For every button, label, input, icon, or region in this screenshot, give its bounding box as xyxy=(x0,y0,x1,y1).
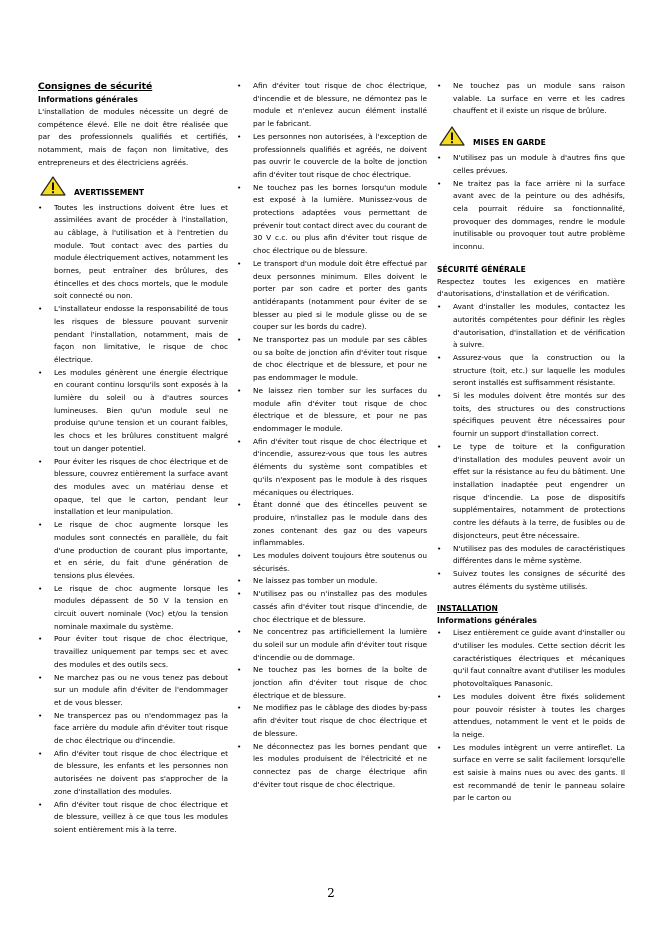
list-item: • L'installateur endosse la responsabilité de tous les risques de blessure pouvant survenir pendant l'installation, notamment, mais de façon non limitative, le risque de choc électrique. xyxy=(38,303,228,367)
list-item: • Les modules génèrent une énergie électrique en courant continu lorsqu'ils sont exposés à la lumière du soleil ou à d'autres sources lumineuses. Bien qu'un module seul ne produise qu'une tension et un courant faibles, les chocs et les brûlures constituent malgré tout un danger potentiel. xyxy=(38,367,228,456)
list-item: • Étant donné que des étincelles peuvent se produire, n'installez pas le module dans des zones contenant des gaz ou des vapeurs inflammables. xyxy=(237,499,427,550)
list-item: • Ne touchez pas les bornes de la boîte de jonction afin d'éviter tout risque de choc électrique et de blessure. xyxy=(237,664,427,702)
list-item: • Ne transpercez pas ou n'endommagez pas la face arrière du module afin d'éviter tout risque de choc électrique ou d'incendie. xyxy=(38,710,228,748)
warning-header xyxy=(38,176,228,202)
list-item: • Assurez-vous que la construction ou la structure (toit, etc.) sur laquelle les modules seront installés est suffisamment résistante. xyxy=(437,352,625,390)
caution-list xyxy=(437,152,625,254)
list-item: • Ne touchez pas les bornes lorsqu'un module est exposé à la lumière. Munissez-vous de protections adaptées vous permettant de prévenir tout contact direct avec du courant de 30 V c.c. ou plus afin d'éviter tout risque de choc électrique ou de blessure. xyxy=(237,182,427,258)
general-info-heading: Informations générales xyxy=(38,95,138,104)
list-item: • Le type de toiture et la configuration d'installation des modules peuvent avoir un effet sur la résistance au feu du bâtiment. Une installation inadaptée peut engendrer un risque d'incendie. La pose de dispositifs supplémentaires, notamment de protections contre les défauts à la terre, de fusibles ou de disjoncteurs, peut être nécessaire. xyxy=(437,441,625,543)
warning-icon xyxy=(40,176,66,196)
list-item: • Afin d'éviter tout risque de choc électrique et de blessure, les enfants et les personnes non autorisées ne doivent pas s'approcher de la zone d'installation des modules. xyxy=(38,748,228,799)
list-item: • Le risque de choc augmente lorsque les modules dépassent de 50 V la tension en circuit ouvert nominale (Voc) et/ou la tension nominale maximale du système. xyxy=(38,583,228,634)
installation-heading: INSTALLATION xyxy=(437,604,498,614)
general-safety-heading: SÉCURITÉ GÉNÉRALE xyxy=(437,264,526,274)
list-item: • Afin d'éviter tout risque de choc électrique, d'incendie et de blessure, ne démontez pas le module et n'enlevez aucun élément installé par le fabricant. xyxy=(237,80,427,131)
list-item: • Si les modules doivent être montés sur des toits, des structures ou des constructions spécifiques peuvent être nécessaires pour fournir un support d'installation correct. xyxy=(437,390,625,441)
warning-list xyxy=(38,202,228,837)
list-item: • Pour éviter tout risque de choc électrique, travaillez uniquement par temps sec et avec des modules et des outils secs. xyxy=(38,633,228,671)
column-3 xyxy=(437,80,625,805)
list-item: • Ne concentrez pas artificiellement la lumière du soleil sur un module afin d'éviter tout risque d'incendie ou de dommage. xyxy=(237,626,427,664)
list-item: • Pour éviter les risques de choc électrique et de blessure, couvrez entièrement la surface avant des modules avec un matériau dense et opaque, tel que le carton, pendant leur installation et leur manipulation. xyxy=(38,456,228,520)
list-item: • Afin d'éviter tout risque de choc électrique et d'incendie, assurez-vous que tous les autres éléments du système sont compatibles et qu'ils n'exposent pas le module à des risques mécaniques ou électriques. xyxy=(237,436,427,500)
list-item: • Ne transportez pas un module par ses câbles ou sa boîte de jonction afin d'éviter tout risque de choc électrique et de blessure, et pour ne pas endommager le module. xyxy=(237,334,427,385)
list-item: • Les modules doivent être fixés solidement pour pouvoir résister à toutes les charges attendues, notamment le vent et le poids de la neige. xyxy=(437,691,625,742)
list-item: • Lisez entièrement ce guide avant d'installer ou d'utiliser les modules. Cette section décrit les caractéristiques électriques et mécaniques qu'il faut connaître avant d'utiliser les modules photovoltaïques Panasonic. xyxy=(437,627,625,691)
list-item: • Afin d'éviter tout risque de choc électrique et de blessure, veillez à ce que tous les modules soient entièrement mis à la terre. xyxy=(38,799,228,837)
list-item: • Ne marchez pas ou ne vous tenez pas debout sur un module afin d'éviter de l'endommager et de vous blesser. xyxy=(38,672,228,710)
general-safety-list xyxy=(437,301,625,593)
column-1 xyxy=(38,80,228,837)
list-item: • Le risque de choc augmente lorsque les modules sont connectés en parallèle, du fait d'une production de courant plus importante, et en série, du fait d'une génération de tensions plus élevées. xyxy=(38,519,228,583)
column-2 xyxy=(237,80,427,791)
list-item: • Le transport d'un module doit être effectué par deux personnes minimum. Elles doivent le porter par son cadre et porter des gants antidérapants (notamment pour éviter de se blesser au pied si le module glisse ou de se couper sur les bords du cadre). xyxy=(237,258,427,334)
installation-subheading: Informations générales xyxy=(437,616,537,626)
warning-label: AVERTISSEMENT xyxy=(74,187,145,197)
list-item: • Les personnes non autorisées, à l'exception de professionnels qualifiés et agréés, ne doivent pas ouvrir le couvercle de la boîte de jonction afin d'éviter tout risque de choc électrique. xyxy=(237,131,427,182)
warning-list-continued xyxy=(237,80,427,791)
page-number: 2 xyxy=(327,886,335,900)
list-item: • Ne laissez pas tomber un module. xyxy=(237,575,427,588)
list-item: • N'utilisez pas des modules de caractéristiques différentes dans le même système. xyxy=(437,543,625,568)
list-item: • Toutes les instructions doivent être lues et assimilées avant de procéder à l'installation, au câblage, à l'utilisation et à l'entretien du module. Tout contact avec des parties du module électriquement actives, notamment les bornes, peut entraîner des brûlures, des étincelles et des chocs mortels, que le module soit connecté ou non. xyxy=(38,202,228,304)
list-item: • Ne touchez pas un module sans raison valable. La surface en verre et les cadres chauffent et il existe un risque de brûlure. xyxy=(437,80,625,118)
list-item: • Les modules intègrent un verre antireflet. La surface en verre se salit facilement lorsqu'elle est saisie à mains nues ou avec des gants. Il est recommandé de tenir le panneau solaire par le carton ou xyxy=(437,742,625,806)
list-item: • Avant d'installer les modules, contactez les autorités compétentes pour définir les règles d'autorisation, d'installation et de vérification à suivre. xyxy=(437,301,625,352)
general-safety-text: Respectez toutes les exigences en matière d'autorisations, d'installation et de vérification. xyxy=(437,276,625,299)
caution-header xyxy=(437,126,625,152)
list-item: • Suivez toutes les consignes de sécurité des autres éléments du système utilisés. xyxy=(437,568,625,593)
installation-list xyxy=(437,627,625,805)
list-item: • Ne déconnectez pas les bornes pendant que les modules produisent de l'électricité et ne connectez pas de charge électrique afin d'éviter tout risque de choc électrique. xyxy=(237,741,427,792)
list-item: • N'utilisez pas ou n'installez pas des modules cassés afin d'éviter tout risque d'incendie, de choc électrique et de blessure. xyxy=(237,588,427,626)
warning-list-end xyxy=(437,80,625,118)
list-item: • N'utilisez pas un module à d'autres fins que celles prévues. xyxy=(437,152,625,177)
caution-icon xyxy=(439,126,465,146)
list-item: • Ne laissez rien tomber sur les surfaces du module afin d'éviter tout risque de choc électrique et de blessure, et pour ne pas endommager le module. xyxy=(237,385,427,436)
list-item: • Les modules doivent toujours être soutenus ou sécurisés. xyxy=(237,550,427,575)
list-item: • Ne modifiez pas le câblage des diodes by-pass afin d'éviter tout risque de choc électrique et de blessure. xyxy=(237,702,427,740)
list-item: • Ne traitez pas la face arrière ni la surface avant avec de la peinture ou des adhésifs, cela pourrait réduire sa fonctionnalité, provoquer des dommages, rendre le module inutilisable ou provoquer tout autre problème inconnu. xyxy=(437,178,625,254)
caution-label: MISES EN GARDE xyxy=(473,138,546,148)
section-title: Consignes de sécurité xyxy=(38,81,153,92)
general-info-text: L'installation de modules nécessite un degré de compétence élevé. Elle ne doit être réalisée que par des professionnels qualifiés et certifiés, notamment, mais de façon non limitative, des entrepreneurs et des électriciens agréés. xyxy=(38,107,228,167)
